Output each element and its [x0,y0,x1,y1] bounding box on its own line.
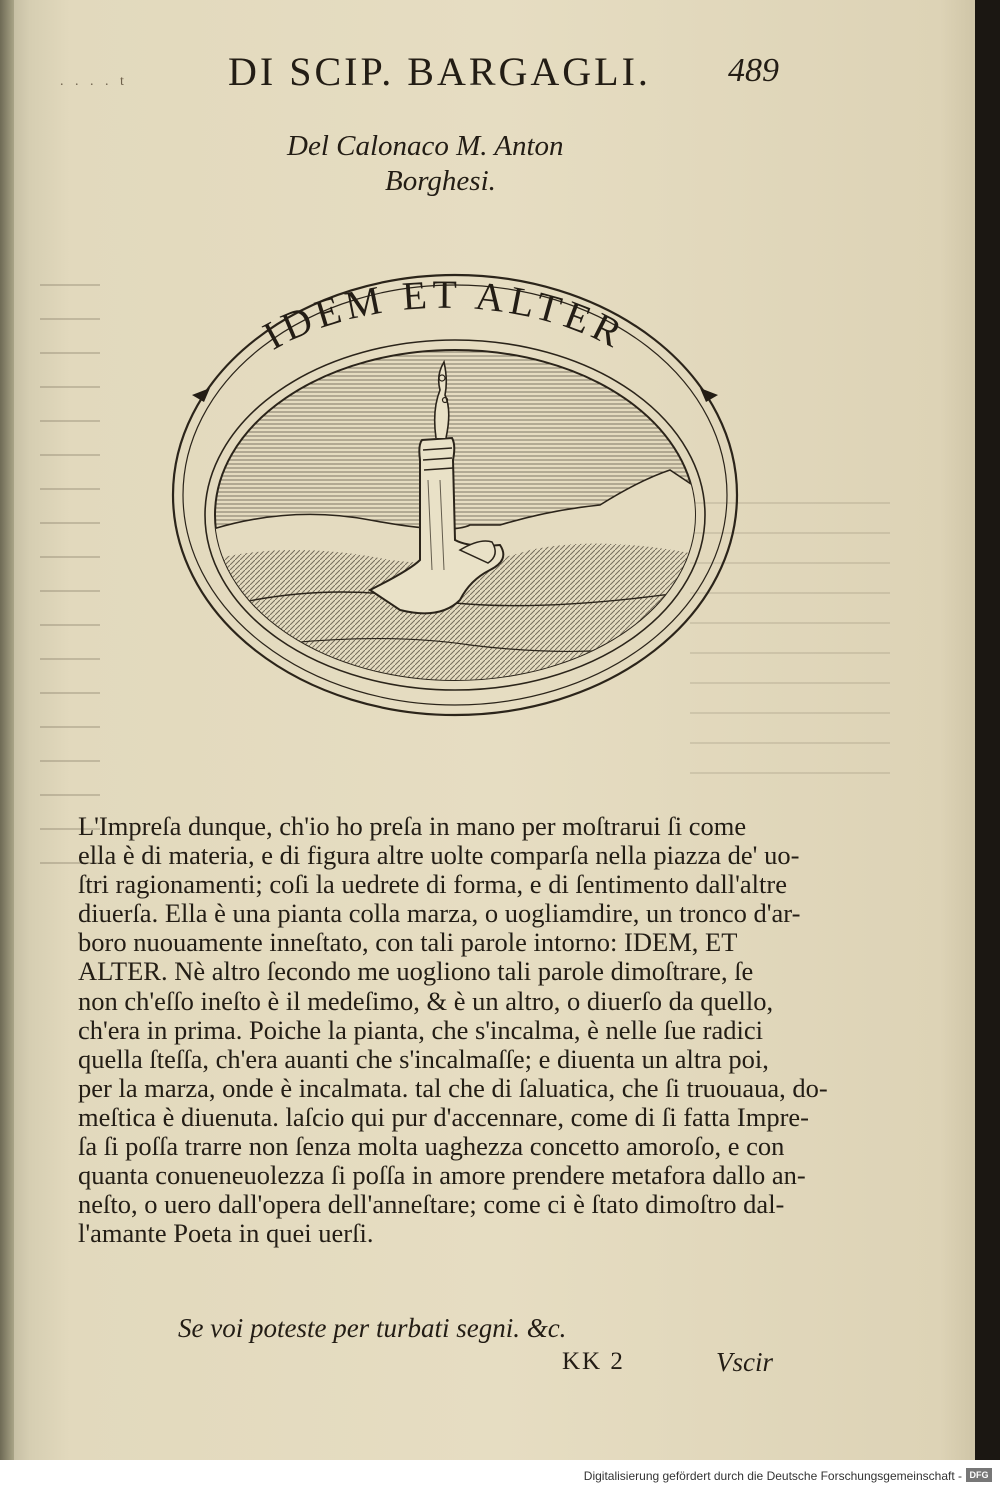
dfg-logo-icon: DFG [966,1468,992,1482]
emblem-caption-line-1: Del Calonaco M. Anton [287,130,564,162]
page-gutter [0,0,14,1460]
text-line: neſto, o uero dall'opera dell'anneſtare; come ci è ſtato dimoſtro dal- [78,1189,785,1220]
emblem-caption-line-2: Borghesi. [385,165,496,197]
head-marks: . . . . t [60,74,128,89]
footer-credit: Digitalisierung gefördert durch die Deutsche Forschungsgemeinschaft - [583,1469,962,1483]
page-number: 489 [728,52,779,89]
body-text [78,811,828,1249]
text-line: quella ſteſſa, ch'era auanti che s'incalmaſſe; e diuenta un altra poi, [78,1043,769,1074]
text-line: meſtica è diuenuta. laſcio qui pur d'accennare, come di ſi fatta Impre- [78,1101,809,1132]
text-line: ch'era in prima. Poiche la pianta, che s'incalma, è nelle ſue radici [78,1014,764,1045]
text-line: ſa ſi poſſa trarre non ſenza molta uaghezza concetto amoroſo, e con [78,1131,785,1162]
text-line: ſtri ragionamenti; coſi la uedrete di forma, e di ſentimento dall'altre [78,869,787,900]
text-line: quanta conueneuolezza ſi poſſa in amore prendere metafora dallo an- [78,1160,806,1191]
emblem-engraving [170,270,740,730]
text-line: non ch'eſſo ineſto è il medeſimo, & è un altro, o diuerſo da quello, [78,985,774,1016]
text-line: diuerſa. Ella è una pianta colla marza, o uogliamdire, un tronco d'ar- [78,898,801,929]
digitization-footer [0,1460,1000,1491]
text-line: boro nuouamente inneſtato, con tali parole intorno: IDEM, ET [78,927,738,958]
text-line: per la marza, onde è incalmata. tal che di ſaluatica, che ſi truouaua, do- [78,1072,828,1103]
motto-flourish-left [192,388,210,402]
verse-quotation: Se voi poteste per turbati segni. &c. [178,1313,567,1343]
text-line: ALTER. Nè altro ſecondo me uogliono tali parole dimoſtrare, ſe [78,956,754,987]
catchword: Vscir [716,1347,773,1377]
emblem-motto: IDEM ET ALTER [255,271,634,359]
running-head: DI SCIP. BARGAGLI. [228,49,651,94]
text-line: L'Impreſa dunque, ch'io ho preſa in mano per moſtrarui ſi come [78,811,747,841]
show-through-text-left [40,260,100,880]
text-line: l'amante Poeta in quei uerſi. [78,1218,374,1249]
text-line: ella è di materia, e di figura altre uolte comparſa nella piazza de' uo- [78,840,800,871]
signature-mark: KK 2 [562,1348,625,1375]
motto-flourish-right [700,388,718,402]
